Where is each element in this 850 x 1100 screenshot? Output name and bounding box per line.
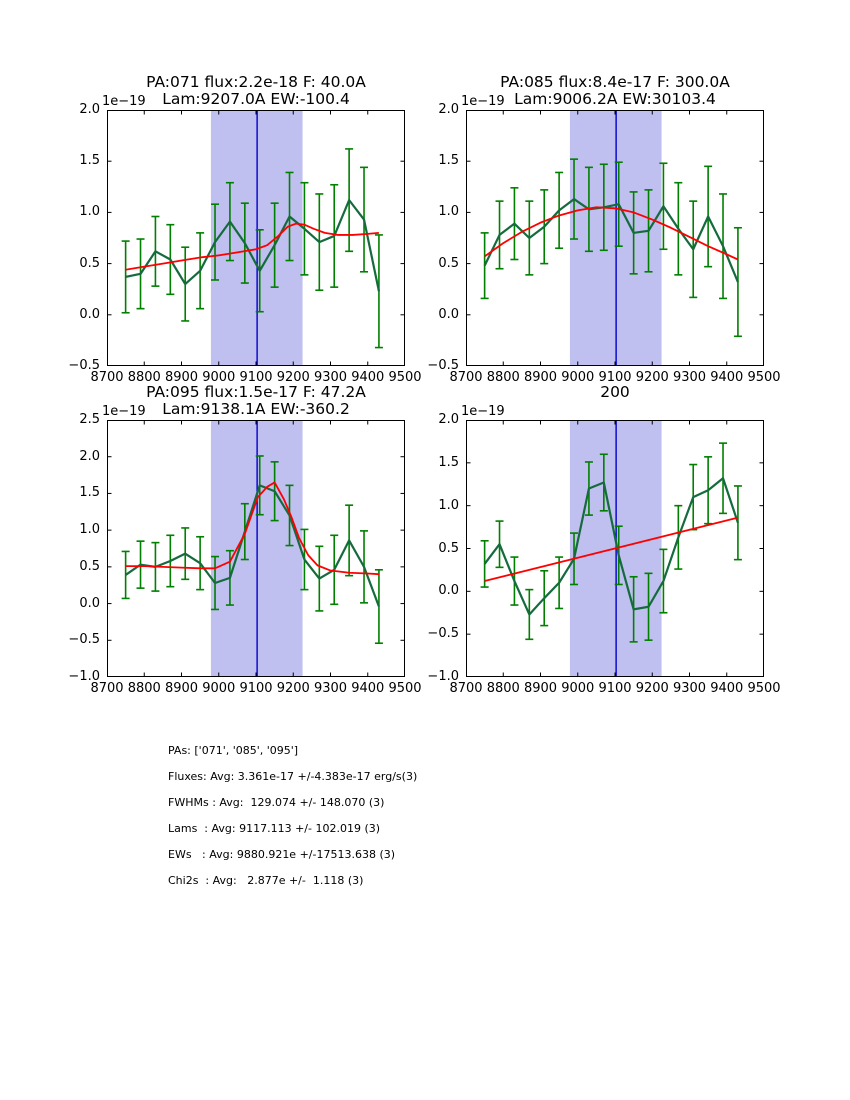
x-tick-label: 8900	[164, 370, 199, 385]
plot-title-line1: PA:085 flux:8.4e-17 F: 300.0A	[500, 73, 730, 91]
summary-text-block	[168, 738, 417, 894]
x-tick-label: 9200	[635, 370, 669, 385]
x-tick-label: 9400	[710, 370, 744, 385]
plot-title-line2: 200	[600, 383, 630, 401]
y-tick-label: 2.5	[79, 412, 100, 427]
plot-title-line2: Lam:9138.1A EW:-360.2	[162, 400, 350, 418]
plot-title	[466, 74, 764, 108]
x-tick-label: 9500	[747, 681, 781, 696]
y-tick-label: 1.0	[79, 204, 100, 220]
y-tick-label: 1.5	[438, 153, 459, 169]
y-tick-label: 1.5	[79, 485, 100, 501]
y-axis-offset-label: 1e−19	[102, 94, 146, 109]
plot-title-line1: PA:071 flux:2.2e-18 F: 40.0A	[146, 73, 366, 91]
x-tick-label: 9000	[561, 370, 595, 385]
y-tick-label: 2.0	[438, 102, 459, 117]
x-tick-label: 9400	[710, 681, 744, 696]
x-tick-label: 8900	[523, 370, 558, 385]
x-tick-label: 8700	[449, 681, 483, 696]
y-tick-label: 0.5	[79, 255, 100, 271]
y-tick-label: 2.0	[79, 102, 100, 117]
y-axis-offset-label: 1e−19	[461, 404, 505, 419]
subplot-pa071	[37, 60, 421, 390]
y-tick-label: 0.0	[438, 583, 459, 599]
summary-chi2s: Chi2s : Avg: 2.877e +/- 1.118 (3)	[168, 874, 364, 887]
x-tick-label: 8800	[127, 681, 161, 696]
plot-canvas	[107, 420, 405, 677]
x-tick-label: 9200	[635, 681, 669, 696]
x-tick-label: 8800	[486, 681, 520, 696]
plot-canvas	[466, 420, 764, 677]
x-tick-label: 9100	[239, 370, 273, 385]
x-tick-label: 8800	[127, 370, 161, 385]
x-tick-label: 8800	[486, 370, 520, 385]
x-tick-label: 9000	[202, 681, 236, 696]
x-tick-label: 9300	[313, 370, 348, 385]
y-axis-offset-label: 1e−19	[461, 94, 505, 109]
x-tick-label: 9000	[202, 370, 236, 385]
x-tick-label: 8900	[164, 681, 199, 696]
x-tick-label: 9300	[672, 370, 707, 385]
plot-title	[107, 384, 405, 418]
y-tick-label: 2.0	[79, 448, 100, 464]
summary-pas: PAs: ['071', '085', '095']	[168, 744, 299, 757]
x-tick-label: 8700	[449, 370, 483, 385]
plot-title	[466, 384, 764, 401]
subplot-200	[396, 370, 780, 701]
plot-title	[107, 74, 405, 108]
x-tick-label: 9000	[561, 681, 595, 696]
y-axis-offset-label: 1e−19	[102, 404, 146, 419]
y-tick-label: −0.5	[68, 358, 100, 373]
y-tick-label: 1.5	[79, 153, 100, 169]
x-tick-label: 9100	[598, 681, 632, 696]
plot-title-line2: Lam:9006.2A EW:30103.4	[514, 90, 716, 108]
summary-ews: EWs : Avg: 9880.921e +/-17513.638 (3)	[168, 848, 396, 861]
y-tick-label: 0.0	[438, 306, 459, 322]
y-tick-label: −0.5	[68, 632, 100, 648]
subplot-pa095	[37, 370, 421, 701]
x-tick-label: 9100	[239, 681, 273, 696]
plot-title-line2: Lam:9207.0A EW:-100.4	[162, 90, 350, 108]
subplot-pa085	[396, 60, 780, 390]
y-tick-label: 0.5	[79, 558, 100, 574]
x-tick-label: 9500	[388, 370, 422, 385]
x-tick-label: 8700	[90, 681, 124, 696]
y-tick-label: 1.5	[438, 454, 459, 470]
x-tick-label: 9400	[351, 681, 385, 696]
y-tick-label: 0.0	[79, 306, 100, 322]
x-tick-label: 9200	[276, 681, 310, 696]
y-tick-label: 0.5	[438, 540, 459, 556]
y-tick-label: 1.0	[79, 522, 100, 538]
y-tick-label: 1.0	[438, 204, 459, 220]
x-tick-label: 9400	[351, 370, 385, 385]
y-tick-label: 1.0	[438, 497, 459, 513]
x-tick-label: 9500	[388, 681, 422, 696]
x-tick-label: 8700	[90, 370, 124, 385]
y-tick-label: 2.0	[438, 412, 459, 427]
x-tick-label: 8900	[523, 681, 558, 696]
y-tick-label: 0.0	[79, 595, 100, 611]
y-tick-label: −1.0	[427, 669, 459, 684]
x-tick-label: 9200	[276, 370, 310, 385]
x-tick-label: 9500	[747, 370, 781, 385]
y-tick-label: −1.0	[68, 669, 100, 684]
plot-canvas	[466, 110, 764, 366]
x-tick-label: 9100	[598, 370, 632, 385]
plot-canvas	[107, 110, 405, 366]
x-tick-label: 9300	[313, 681, 348, 696]
plot-title-line1: PA:095 flux:1.5e-17 F: 47.2A	[146, 383, 366, 401]
summary-fwhms: FWHMs : Avg: 129.074 +/- 148.070 (3)	[168, 796, 385, 809]
y-tick-label: −0.5	[427, 626, 459, 642]
summary-fluxes: Fluxes: Avg: 3.361e-17 +/-4.383e-17 erg/s(3)	[168, 770, 418, 783]
summary-lams: Lams : Avg: 9117.113 +/- 102.019 (3)	[168, 822, 381, 835]
x-tick-label: 9300	[672, 681, 707, 696]
y-tick-label: −0.5	[427, 358, 459, 373]
y-tick-label: 0.5	[438, 255, 459, 271]
